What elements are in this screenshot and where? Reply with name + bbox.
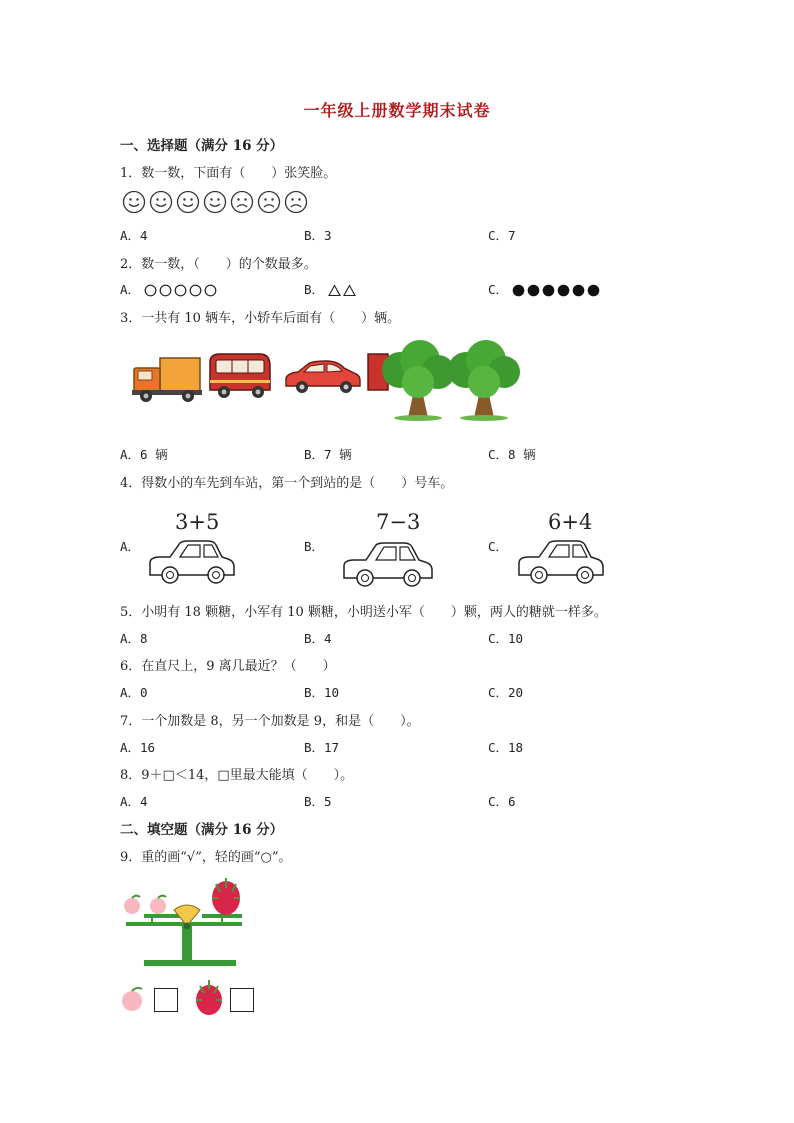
q6-option-c: C．20	[488, 685, 524, 700]
question-9: 9．重的画“√”，轻的画“○”。	[120, 850, 292, 865]
q3-option-b: B．7 辆	[304, 447, 352, 462]
hollow-circle-icon	[204, 284, 217, 297]
hollow-circle-icon	[159, 284, 172, 297]
question-8: 8．9＋□＜14，□里最大能填（ ）。	[120, 768, 354, 783]
minibus-icon	[210, 354, 270, 398]
q8-option-c: C．6	[488, 794, 516, 809]
q1-option-a: A．4	[120, 228, 148, 243]
sad-face-icon	[230, 190, 254, 214]
hollow-circle-icon	[144, 284, 157, 297]
q7-option-a: A．16	[120, 740, 156, 755]
tree-icon	[448, 340, 520, 421]
q2-option-c-label: C．	[488, 282, 509, 297]
q4-option-b-label: B．	[304, 539, 325, 554]
q2-option-b-label: B．	[304, 282, 325, 297]
q2-option-a	[120, 280, 217, 298]
smiling-face-icon	[122, 190, 146, 214]
question-2: 2．数一数，（ ）的个数最多。	[120, 257, 317, 272]
q7-option-b: B．17	[304, 740, 340, 755]
q2-option-a-label: A．	[120, 282, 141, 297]
hollow-triangle-icon	[328, 284, 341, 297]
q4-option-a-label: A．	[120, 539, 141, 554]
smiling-face-icon	[149, 190, 173, 214]
smiling-face-icon	[203, 190, 227, 214]
car-outline-icon	[146, 537, 238, 585]
faces-row	[122, 190, 308, 214]
truck-icon	[132, 358, 202, 402]
solid-dot-icon	[527, 284, 540, 297]
q5-option-c: C．10	[488, 631, 524, 646]
solid-dot-icon	[587, 284, 600, 297]
question-6: 6．在直尺上，9 离几最近？（ ）	[120, 659, 336, 674]
q4-expression-b: 7−3	[376, 510, 421, 534]
question-3: 3．一共有 10 辆车，小轿车后面有（ ）辆。	[120, 311, 401, 326]
page-title: 一年级上册数学期末试卷	[303, 101, 491, 120]
q3-option-c: C．8 辆	[488, 447, 536, 462]
q2-option-b	[304, 280, 356, 298]
peach-icon	[118, 985, 146, 1013]
q1-option-c: C．7	[488, 228, 516, 243]
q8-option-b: B．5	[304, 794, 332, 809]
car-outline-icon	[340, 538, 436, 588]
q1-option-b: B．3	[304, 228, 332, 243]
solid-dot-icon	[572, 284, 585, 297]
vehicles-and-trees-image	[130, 340, 520, 422]
dragonfruit-icon	[194, 978, 224, 1016]
q2-option-c	[488, 280, 600, 298]
hollow-circle-icon	[189, 284, 202, 297]
q6-option-b: B．10	[304, 685, 340, 700]
dots-row	[512, 284, 600, 297]
q7-option-c: C．18	[488, 740, 524, 755]
answer-box-peach[interactable]	[154, 988, 178, 1012]
balance-scale-image	[118, 874, 250, 970]
smiling-face-icon	[176, 190, 200, 214]
q6-option-a: A．0	[120, 685, 148, 700]
hollow-circle-icon	[174, 284, 187, 297]
car-outline-icon	[515, 537, 607, 585]
dragonfruit-icon	[212, 878, 240, 915]
q4-expression-a: 3+5	[175, 510, 220, 534]
section-heading-choice: 一、选择题（满分 16 分）	[120, 138, 284, 154]
vehicles-illustration	[130, 340, 520, 422]
q4-option-c-label: C．	[488, 539, 509, 554]
q3-option-a: A．6 辆	[120, 447, 168, 462]
answer-box-dragonfruit[interactable]	[230, 988, 254, 1012]
solid-dot-icon	[512, 284, 525, 297]
question-5: 5．小明有 18 颗糖，小军有 10 颗糖，小明送小军（ ）颗，两人的糖就一样多。	[120, 605, 607, 620]
sad-face-icon	[257, 190, 281, 214]
sad-face-icon	[284, 190, 308, 214]
sedan-car-icon	[286, 361, 360, 393]
solid-dot-icon	[542, 284, 555, 297]
peach-icon	[124, 896, 166, 914]
question-7: 7．一个加数是 8，另一个加数是 9，和是（ ）。	[120, 714, 420, 729]
q8-option-a: A．4	[120, 794, 148, 809]
question-1: 1．数一数，下面有（ ）张笑脸。	[120, 166, 337, 181]
q5-option-a: A．8	[120, 631, 148, 646]
question-4: 4．得数小的车先到车站，第一个到站的是（ ）号车。	[120, 476, 454, 491]
section-heading-fill: 二、填空题（满分 16 分）	[120, 822, 284, 838]
q5-option-b: B．4	[304, 631, 332, 646]
circles-row	[144, 284, 217, 297]
q4-expression-c: 6+4	[548, 510, 593, 534]
hollow-triangle-icon	[343, 284, 356, 297]
triangles-row	[328, 284, 356, 297]
tree-icon	[382, 340, 455, 421]
solid-dot-icon	[557, 284, 570, 297]
